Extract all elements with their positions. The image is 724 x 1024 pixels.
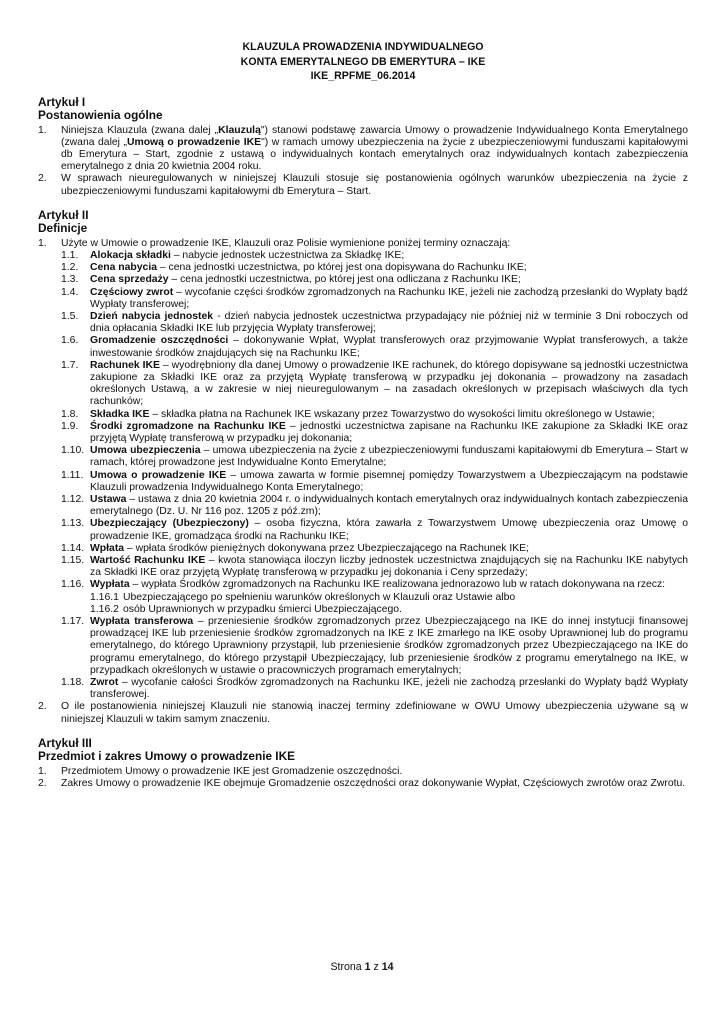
sub-definition-item: [90, 592, 688, 604]
definition-term: Umowa o prowadzenie IKE: [90, 469, 227, 481]
paragraph-number: 1.: [38, 124, 47, 136]
paragraph-number: 2.: [38, 778, 47, 790]
definition-number: 1.2.: [61, 262, 79, 274]
article-1-paragraph-2: [38, 173, 688, 197]
definition-number: 1.18.: [61, 677, 85, 689]
definition-item: [61, 616, 688, 677]
article-3-paragraph-2: [38, 778, 688, 790]
definition-text: – przeniesienie środków zgromadzonych przez Ubezpieczającego na IKE do innej instytucji finansowej prowadzącej IKE lub przeniesienie środków zgromadzonych na IKE z IKE zmarłego na IKE osoby Uprawnionej lub do programu emerytalnego, do którego Uprawniony przystąpił, lub przeniesienie środków zgromadzonych przez Ubezpieczającego na IKE do programu emerytalnego, do którego przystąpił Ubezpieczający, lub przeniesienie środków z programu emerytalnego na IKE, w przypadkach określonych w ustawie o pracowniczych programach emerytalnych;: [90, 616, 689, 676]
paragraph-number: 1.: [38, 765, 47, 777]
definition-number: 1.13.: [61, 518, 85, 530]
definition-term: Środki zgromadzone na Rachunku IKE: [90, 420, 286, 432]
article-3: [38, 737, 688, 790]
definition-item: [61, 335, 688, 359]
definition-item: [61, 311, 688, 335]
definition-text: - dzień nabycia jednostek uczestnictwa przypadający nie później niż w terminie 3 Dni roboczych od dnia opłacania Składki IKE lub przyjęcia Wypłaty transferowej;: [90, 310, 689, 335]
article-2: [38, 209, 688, 726]
definition-text: – cena jednostki uczestnictwa, po której jest ona odliczana z Rachunku IKE;: [168, 274, 521, 286]
definition-item: [61, 543, 688, 555]
definition-text: – osoba fizyczna, która zawarła z Towarzystwem Umowę ubezpieczenia oraz Umowę o prowadzenie IKE, gromadząca środki na Rachunku IKE;: [90, 518, 689, 542]
article-2-paragraph-1: [38, 238, 688, 250]
definition-number: 1.7.: [61, 359, 79, 371]
payout-recipients-list: [38, 592, 688, 616]
definition-number: 1.10.: [61, 445, 85, 457]
definition-term: Wpłata: [90, 542, 125, 554]
definition-item: [61, 262, 688, 274]
definition-number: 1.4.: [61, 286, 79, 298]
article-3-paragraph-1: [38, 766, 688, 778]
sub-definition-text: osób Uprawnionych w przypadku śmierci Ubezpieczającego.: [123, 603, 402, 615]
definition-text: – wycofanie części środków zgromadzonych na Rachunku IKE, jeżeli nie zachodzą przesłanki do Wypłaty bądź Wypłaty transferowej;: [90, 286, 688, 310]
paragraph-text: Zakres Umowy o prowadzenie IKE obejmuje Gromadzenie oszczędności oraz dokonywanie Wypłat, Częściowych zwrotów oraz Zwrotu.: [61, 778, 686, 790]
definition-item: [61, 555, 688, 579]
definition-number: 1.12.: [61, 493, 85, 505]
definition-number: 1.6.: [61, 335, 79, 347]
article-3-number: Artykuł III: [38, 735, 92, 750]
paragraph-number: 2.: [38, 701, 47, 713]
article-2-paragraph-2: [38, 701, 688, 725]
definition-term: Umowa ubezpieczenia: [90, 445, 201, 457]
sub-definition-text: Ubezpieczającego po spełnieniu warunków określonych w Klauzuli oraz Ustawie albo: [123, 591, 516, 603]
definition-term: Dzień nabycia jednostek: [90, 310, 214, 322]
sub-definition-item: [90, 604, 688, 616]
definition-text: – cena jednostki uczestnictwa, po której jest ona dopisywana do Rachunku IKE;: [157, 262, 527, 274]
definition-term: Składka IKE: [90, 408, 150, 420]
definition-text: – umowa zawarta w formie pisemnej pomiędzy Towarzystwem a Ubezpieczającym na podstawie Klauzuli prowadzenia Indywidualnego Konta Emerytalnego;: [90, 469, 688, 493]
definition-item: [61, 409, 688, 421]
definition-term: Zwrot: [90, 677, 119, 689]
definition-item: [61, 287, 688, 311]
definition-term: Częściowy zwrot: [90, 286, 174, 298]
definition-text: – wpłata środków pieniężnych dokonywana przez Ubezpieczającego na Rachunek IKE;: [124, 542, 529, 554]
definition-item: [61, 677, 688, 701]
sub-definition-number: 1.16.2: [90, 603, 119, 615]
definition-text: – dokonywanie Wpłat, Wypłat transferowych oraz przyjmowanie Wypłat transferowych, a także inwestowanie środków znajdujących się na Rachunku IKE;: [90, 335, 688, 359]
footer-text: z: [370, 961, 382, 973]
article-1-number: Artykuł I: [38, 94, 86, 109]
definition-term: Alokacja składki: [90, 249, 171, 261]
definition-number: 1.1.: [61, 249, 79, 261]
definition-text: – kwota stanowiąca iloczyn liczby jednostek uczestnictwa znajdujących się na Rachunku IKE nabytych za Składki IKE oraz przyjętą Wypłatę transferową w przypadku jej dokonania i Ceny sprzedaży;: [90, 555, 688, 579]
definition-item: [61, 494, 688, 518]
definition-item: [61, 445, 688, 469]
sub-definition-number: 1.16.1: [90, 591, 119, 603]
definition-term: Ubezpieczający (Ubezpieczony): [90, 518, 249, 530]
definition-item: [61, 250, 688, 262]
definition-item: [61, 579, 688, 591]
article-1-paragraph-1: [38, 125, 688, 174]
definition-number: 1.14.: [61, 542, 85, 554]
definitions-list: [38, 250, 688, 592]
paragraph-text: Użyte w Umowie o prowadzenie IKE, Klauzuli oraz Polisie wymienione poniżej terminy oznaczają:: [61, 237, 511, 249]
paragraph-number: 1.: [38, 237, 47, 249]
definition-item: [61, 470, 688, 494]
text-part: ") stanowi podstawę zawarcia Umowy o prowadzenie Indywidualnego Konta Emerytalnego (zwana dalej „: [61, 124, 688, 148]
text-part: Niniejsza Klauzula (zwana dalej „: [61, 124, 219, 136]
document-page: [38, 40, 688, 790]
definition-term: Rachunek IKE: [90, 359, 160, 371]
paragraph-text: W sprawach nieuregulowanych w niniejszej Klauzuli stosuje się postanowienia ogólnych warunków ubezpieczenia na życie z ubezpieczeniowymi funduszami kapitałowymi db Emerytura – Start.: [61, 173, 688, 197]
definition-text: – umowa ubezpieczenia na życie z ubezpieczeniowymi funduszami kapitałowymi db Emerytura – Start w ramach, której prowadzone jest Indywidualne Konto Emerytalne;: [90, 445, 688, 469]
text-part: ") w ramach umowy ubezpieczenia na życie z ubezpieczeniowymi funduszami kapitałowymi db Emerytura – Start, zgodnie z ustawą o indywidualnych kontach emerytalnych oraz indywidualnych kontach zabezpieczenia emerytalnego z dnia 20 kwietnia 2004 roku.: [61, 136, 689, 173]
definition-term: Cena nabycia: [90, 262, 157, 274]
definition-text: – jednostki uczestnictwa zapisane na Rachunku IKE zakupione za Składki IKE oraz przyjętą Wypłatę transferową w przypadku jej dokonania;: [90, 420, 688, 444]
definition-text: – wypłata Środków zgromadzonych na Rachunku IKE realizowana jednorazowo lub w ratach dokonywana na rzecz:: [129, 579, 666, 591]
document-header: [38, 40, 688, 84]
definition-item: [61, 274, 688, 286]
definition-item: [61, 360, 688, 409]
definition-term: Wartość Rachunku IKE: [90, 555, 206, 566]
page-footer: [0, 961, 724, 973]
footer-text: Strona: [330, 961, 365, 973]
definition-item: [61, 421, 688, 445]
definition-number: 1.3.: [61, 274, 79, 286]
definition-term: Wypłata transferowa: [90, 616, 194, 628]
definition-text: – wyodrębniony dla danej Umowy o prowadzenie IKE rachunek, do którego dopisywane są jednostki uczestnictwa zakupione za Składki IKE oraz za przyjętą Wypłatę transferową w przypadku jej dokonania – prowadzony na zasadach określonych Ustawą, a w zakresie w niej nieuregulowanym – na zasadach określonych w przepisach właściwych dla tych rachunków;: [90, 359, 688, 408]
definition-number: 1.15.: [61, 555, 85, 566]
title-line-3: IKE_RPFME_06.2014: [310, 70, 416, 82]
article-2-title: Definicje: [38, 221, 88, 236]
definition-term: Ustawa: [90, 493, 127, 505]
article-2-number: Artykuł II: [38, 207, 89, 222]
definition-text: – wycofanie całości Środków zgromadzonych na Rachunku IKE, jeżeli nie zachodzą przesłanki do Wypłaty bądź Wypłaty transferowej.: [90, 677, 688, 701]
definition-number: 1.9.: [61, 420, 79, 432]
term-umowa-ike: Umową o prowadzenie IKE: [126, 136, 262, 148]
paragraph-number: 2.: [38, 173, 47, 185]
article-3-title: Przedmiot i zakres Umowy o prowadzenie IKE: [38, 749, 295, 764]
paragraph-text: Przedmiotem Umowy o prowadzenie IKE jest Gromadzenie oszczędności.: [61, 765, 403, 777]
definition-number: 1.8.: [61, 408, 79, 420]
current-page-number: 1: [364, 961, 371, 973]
title-line-2: KONTA EMERYTALNEGO DB EMERYTURA – IKE: [240, 55, 486, 68]
definition-number: 1.11.: [61, 469, 84, 481]
definition-term: Cena sprzedaży: [90, 274, 169, 286]
article-1: [38, 96, 688, 198]
definition-term: Gromadzenie oszczędności: [90, 335, 229, 347]
paragraph-text: O ile postanowienia niniejszej Klauzuli nie stanowią inaczej terminy zdefiniowane w OWU Umowy ubezpieczenia używane są w niniejszej Klauzuli w takim samym znaczeniu.: [61, 701, 688, 725]
definition-text: – składka płatna na Rachunek IKE wskazany przez Towarzystwo do wysokości limitu określonego w Ustawie;: [149, 408, 655, 420]
definition-number: 1.16.: [61, 579, 85, 591]
definition-number: 1.17.: [61, 616, 85, 628]
total-pages: 14: [381, 961, 394, 973]
article-1-title: Postanowienia ogólne: [38, 108, 163, 122]
definition-text: – nabycie jednostek uczestnictwa za Składkę IKE;: [170, 249, 405, 261]
definition-number: 1.5.: [61, 310, 79, 322]
definitions-list-continued: [38, 616, 688, 701]
definition-item: [61, 518, 688, 542]
title-line-1: KLAUZULA PROWADZENIA INDYWIDUALNEGO: [242, 41, 484, 53]
term-klauzula: Klauzulą: [218, 124, 261, 136]
definition-term: Wypłata: [90, 579, 130, 591]
definition-text: – ustawa z dnia 20 kwietnia 2004 r. o indywidualnych kontach emerytalnych oraz indywidualnych kontach zabezpieczenia emerytalnego (Dz. U. Nr 116 poz. 1205 z póź.zm);: [90, 493, 688, 518]
